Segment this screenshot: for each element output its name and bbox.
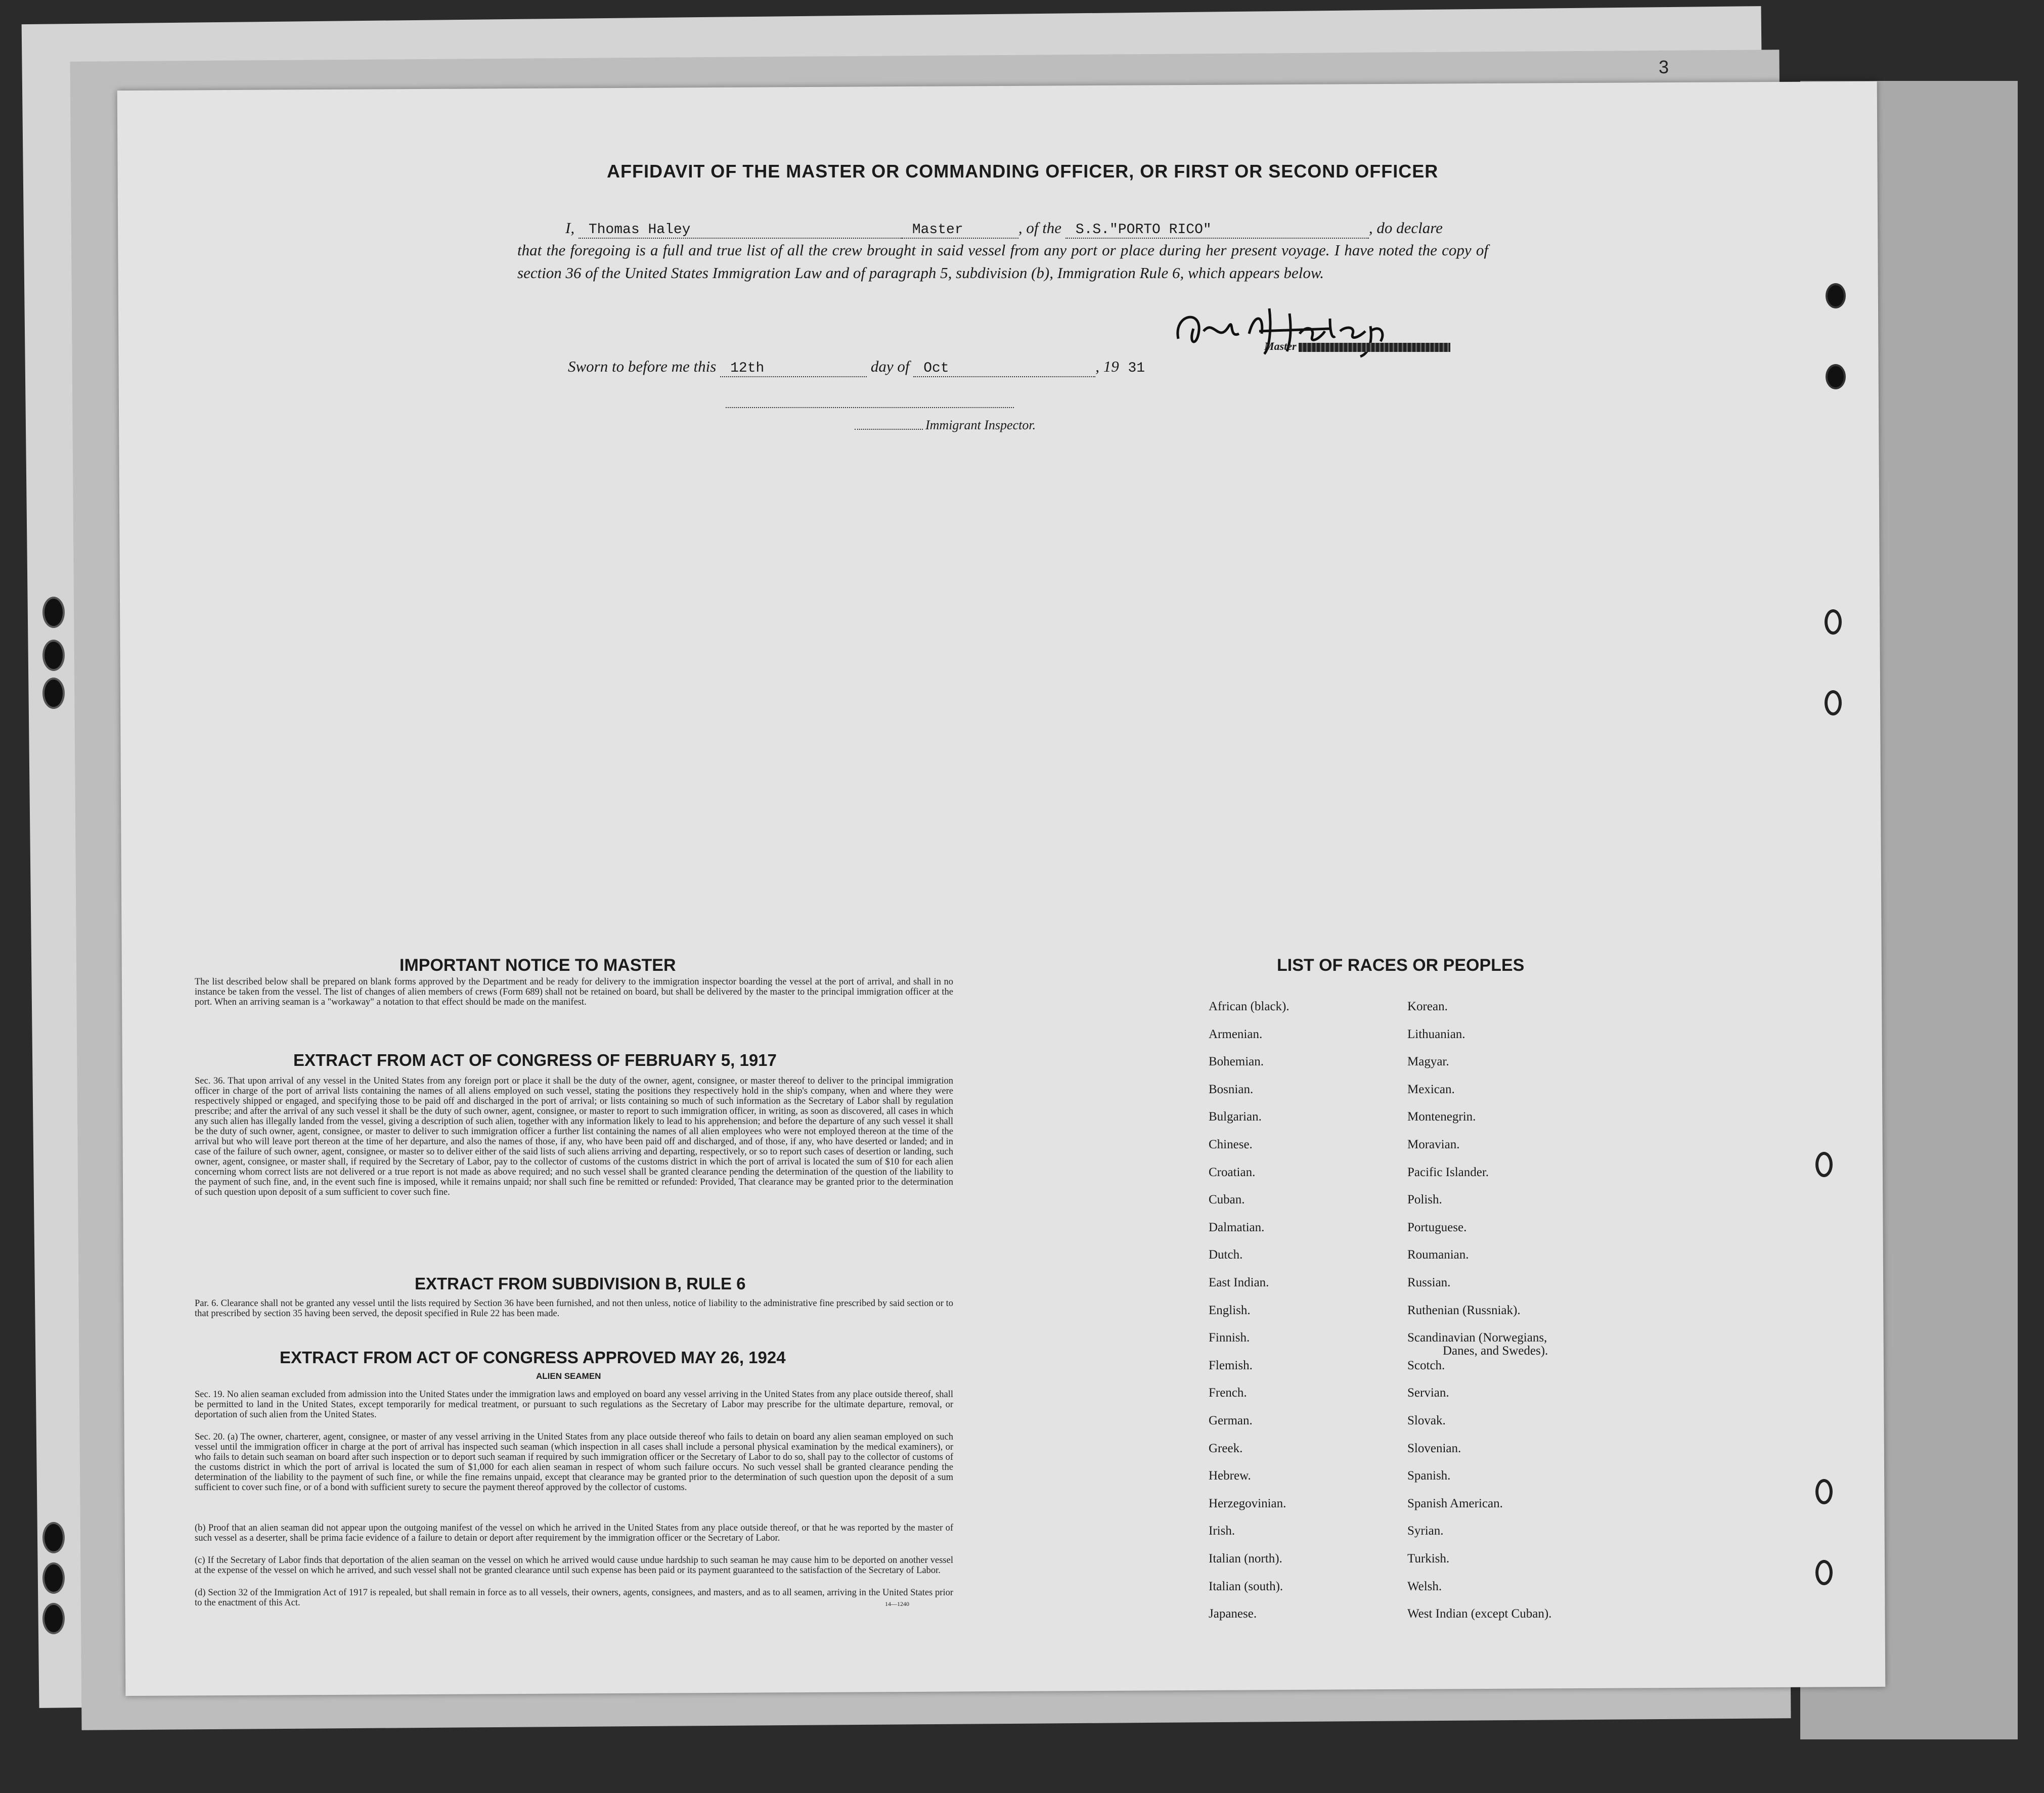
race-item: Magyar.	[1407, 1055, 1449, 1069]
race-item: Greek.	[1209, 1441, 1243, 1455]
binder-hole	[42, 1603, 65, 1634]
extract1-title: EXTRACT FROM ACT OF CONGRESS OF FEBRUARY 5, 1917	[293, 1051, 777, 1069]
race-item: Chinese.	[1209, 1138, 1253, 1151]
form-number: 14—1240	[885, 1600, 909, 1607]
day-of-label: day of	[870, 357, 910, 375]
race-item: Portuguese.	[1407, 1220, 1467, 1234]
sworn-day-field: 12th	[720, 361, 867, 377]
race-item: Scandinavian (Norwegians,	[1407, 1331, 1547, 1345]
extract2-title: EXTRACT FROM SUBDIVISION B, RULE 6	[415, 1274, 746, 1293]
punch-hole	[1815, 1479, 1833, 1504]
race-item: West Indian (except Cuban).	[1407, 1607, 1552, 1621]
punch-hole	[1815, 1152, 1833, 1177]
extract3-sec20a: Sec. 20. (a) The owner, charterer, agent, consignee, or master of any vessel arriving in the United States from any place outside thereof who fails to detain on board any alien seaman employed on such vessel until the immigration officer in charge at the port of arrival has inspected such seaman (which inspection in all cases shall include a personal physical examination by the medical examiners), or who fails to detain such seaman on board after such inspection or to deport such seaman if required by such immigration officer or the Secretary of Labor to do so, shall pay to the collector of customs of the customs district in which the port of arrival is located the sum of $1,000 for each alien seaman in respect of whom such failure occurs. No such vessel shall be granted clearance pending the determination of the liability to the payment of such fine, or while the fine remains unpaid, except that clearance may be granted prior to the determination of such question upon the deposit of a sum sufficient to cover such fine, or of a bond with sufficient surety to secure the payment thereof approved by the collector of customs.	[195, 1432, 953, 1493]
race-item: Spanish.	[1407, 1469, 1451, 1483]
declaration-line	[565, 219, 1443, 239]
inspector-signature-line	[726, 407, 1014, 408]
do-declare-label: , do declare	[1368, 219, 1443, 237]
race-item: Ruthenian (Russniak).	[1407, 1303, 1521, 1317]
binder-hole	[42, 1562, 65, 1594]
punch-hole	[1825, 609, 1842, 635]
extract3-sec19: Sec. 19. No alien seaman excluded from admission into the United States under the immigration laws and employed on board any vessel arriving in the United States from any place outside thereof, shall be permitted to land in the United States, except temporarily for medical treatment, or pursuant to such regulations as the Secretary of Labor may prescribe for the ultimate departure, removal, or deportation of such alien from the United States.	[195, 1389, 953, 1420]
race-item: Moravian.	[1407, 1138, 1460, 1151]
extract3-subtitle: ALIEN SEAMEN	[536, 1371, 601, 1381]
race-item: Servian.	[1407, 1386, 1449, 1400]
struck-out-title	[1299, 343, 1450, 352]
sworn-month-field: Oct	[913, 361, 1095, 377]
race-item: East Indian.	[1209, 1276, 1269, 1289]
binder-hole	[42, 1522, 65, 1553]
extract3-sec20d: (d) Section 32 of the Immigration Act of 1917 is repealed, but shall remain in force as to all vessels, their owners, agents, consignees, and masters, and as to all seamen, arriving in the United States prior to the enactment of this Act.	[195, 1588, 953, 1608]
inspector-label: Immigrant Inspector.	[925, 418, 1036, 432]
race-item: Syrian.	[1407, 1524, 1444, 1538]
vessel-field: S.S."PORTO RICO"	[1065, 222, 1369, 239]
race-item: Bulgarian.	[1209, 1110, 1262, 1124]
race-item: Roumanian.	[1407, 1248, 1469, 1262]
race-item: Polish.	[1407, 1193, 1442, 1207]
race-item: Spanish American.	[1407, 1496, 1503, 1510]
declaration-text: that the foregoing is a full and true list of all the crew brought in said vessel from any port or place during her present voyage. I have noted the copy of section 36 of the United States Immigration Law and of paragraph 5, subdivision (b), Immigration Rule 6, which appears below.	[517, 241, 1488, 282]
race-item: Slovenian.	[1407, 1441, 1461, 1455]
race-item: African (black).	[1209, 1000, 1290, 1013]
extract1-text: Sec. 36. That upon arrival of any vessel in the United States from any foreign port or place it shall be the duty of the owner, agent, consignee, or master thereof to deliver to the principal immigration officer in charge of the port of arrival lists containing the names of all aliens employed on such vessel, stating the positions they respectively hold in the ship's company, when and where they were respectively shipped or engaged, and specifying those to be paid off and discharged in the port of arrival; or lists containing so much of such information as the Secretary of Labor shall by regulation prescribe; and after the arrival of any such vessel it shall be the duty of such owner, agent, consignee, or master to report to such immigration officer, in writing, as soon as discovered, all cases in which any such alien has illegally landed from the vessel, giving a description of such alien, together with any information likely to lead to his apprehension; and before the departure of any such vessel it shall be the duty of such owner, agent, consignee, or master to deliver to such immigration officer a further list containing the names of all alien employees who were not employed thereon at the time of the arrival but who will leave port thereon at the time of her departure, and also the names of those, if any, who have been paid off and discharged, and of those, if any, who have deserted or landed; and in case of the failure of such owner, agent, consignee, or master so to deliver either of the said lists of such aliens arriving and departing, respectively, or so to report such cases of desertion or landing, such owner, agent, consignee, or master shall, if required by the Secretary of Labor, pay to the collector of customs of the customs district in which the port of arrival is located the sum of $10 for each alien concerning whom correct lists are not delivered or a true report is not made as above required; and no such vessel shall be granted clearance pending the determination of the question of the liability to the payment of such fine, and, in the event such fine is imposed, while it remains unpaid; nor shall such fine be remitted or refunded: Provided, That clearance may be granted prior to the determination of such question upon deposit of a sum sufficient to cover such fine.	[195, 1076, 953, 1197]
extract3-sec20c: (c) If the Secretary of Labor finds that deportation of the alien seaman on the vessel on which he arrived would cause undue hardship to such seaman he may cause him to be deported on another vessel at the expense of the vessel on which he arrived, and such vessel shall not be granted clearance until such expense has been paid or its payment guaranteed to the satisfaction of the Secretary of Labor.	[195, 1555, 953, 1576]
extract2-text: Par. 6. Clearance shall not be granted any vessel until the lists required by Section 36 have been furnished, and not then unless, notice of liability to the administrative fine prescribed by said section or to that prescribed by section 35 having been served, the deposit specified in Rule 22 has been made.	[195, 1298, 953, 1319]
punch-hole	[1815, 1560, 1833, 1585]
sworn-label: Sworn to before me this	[568, 357, 717, 375]
notice-text: The list described below shall be prepared on blank forms approved by the Department and be ready for delivery to the immigration inspector boarding the vessel at the port of arrival, and shall in no instance be taken from the vessel. The list of changes of alien members of crews (Form 689) shall not be retained on board, but shall be delivered by the master to the principal immigration officer at the port. When an arriving seaman is a "workaway" a notation to that effect should be made on the manifest.	[195, 977, 953, 1007]
rank-field: Master	[902, 222, 1018, 239]
race-item: Welsh.	[1407, 1579, 1442, 1593]
punch-hole	[1826, 364, 1846, 389]
race-item: French.	[1209, 1386, 1247, 1400]
sworn-line	[568, 357, 1168, 377]
race-item: Hebrew.	[1209, 1469, 1251, 1483]
extract3-sec20b: (b) Proof that an alien seaman did not appear upon the outgoing manifest of the vessel on which he arrived in the United States from any place outside thereof, or that he was reported by the master of such vessel as a deserter, shall be prima facie evidence of a failure to detain or deport after requirement by the immigration officer or the Secretary of Labor.	[195, 1523, 953, 1543]
race-item: Cuban.	[1209, 1193, 1245, 1207]
sheet-number: 3	[1659, 57, 1669, 77]
race-item: Italian (north).	[1209, 1552, 1282, 1565]
year-field: 31	[1128, 361, 1145, 376]
race-item: Croatian.	[1209, 1165, 1256, 1179]
extract3-title: EXTRACT FROM ACT OF CONGRESS APPROVED MAY 26, 1924	[280, 1348, 786, 1367]
i-label: I,	[565, 219, 575, 237]
year-prefix: , 19	[1095, 357, 1119, 375]
race-item: Italian (south).	[1209, 1579, 1283, 1593]
race-item: Japanese.	[1209, 1607, 1257, 1621]
race-item: Dutch.	[1209, 1248, 1243, 1262]
race-item: Montenegrin.	[1407, 1110, 1476, 1124]
race-item: Russian.	[1407, 1276, 1451, 1289]
race-item: Irish.	[1209, 1524, 1235, 1538]
binder-hole	[42, 640, 65, 671]
race-item: Bohemian.	[1209, 1055, 1264, 1069]
inspector-signature-line	[855, 429, 923, 430]
race-item: Finnish.	[1209, 1331, 1250, 1345]
race-item: Pacific Islander.	[1407, 1165, 1489, 1179]
affidavit-title: AFFIDAVIT OF THE MASTER OR COMMANDING OFFICER, OR FIRST OR SECOND OFFICER	[607, 161, 1439, 182]
binder-hole	[42, 597, 65, 628]
race-item: Lithuanian.	[1407, 1027, 1465, 1041]
race-item: Turkish.	[1407, 1552, 1450, 1565]
race-item: English.	[1209, 1303, 1251, 1317]
race-item: Dalmatian.	[1209, 1220, 1265, 1234]
of-the-label: , of the	[1018, 219, 1062, 237]
master-name-field: Thomas Haley	[579, 222, 902, 239]
master-signature-label: Master	[1264, 340, 1450, 353]
races-title: LIST OF RACES OR PEOPLES	[1277, 956, 1525, 975]
race-item: Korean.	[1407, 1000, 1448, 1013]
race-item: Slovak.	[1407, 1414, 1446, 1427]
race-item: Armenian.	[1209, 1027, 1263, 1041]
race-item: Mexican.	[1407, 1082, 1455, 1096]
race-item: Herzegovinian.	[1209, 1496, 1286, 1510]
race-item: German.	[1209, 1414, 1253, 1427]
notice-title: IMPORTANT NOTICE TO MASTER	[399, 956, 676, 975]
race-item: Scotch.	[1407, 1358, 1445, 1372]
binder-hole	[42, 678, 65, 709]
race-item: Bosnian.	[1209, 1082, 1254, 1096]
punch-hole	[1825, 690, 1842, 715]
race-item: Danes, and Swedes).	[1443, 1344, 1548, 1358]
punch-hole	[1826, 283, 1846, 308]
race-item: Flemish.	[1209, 1358, 1253, 1372]
